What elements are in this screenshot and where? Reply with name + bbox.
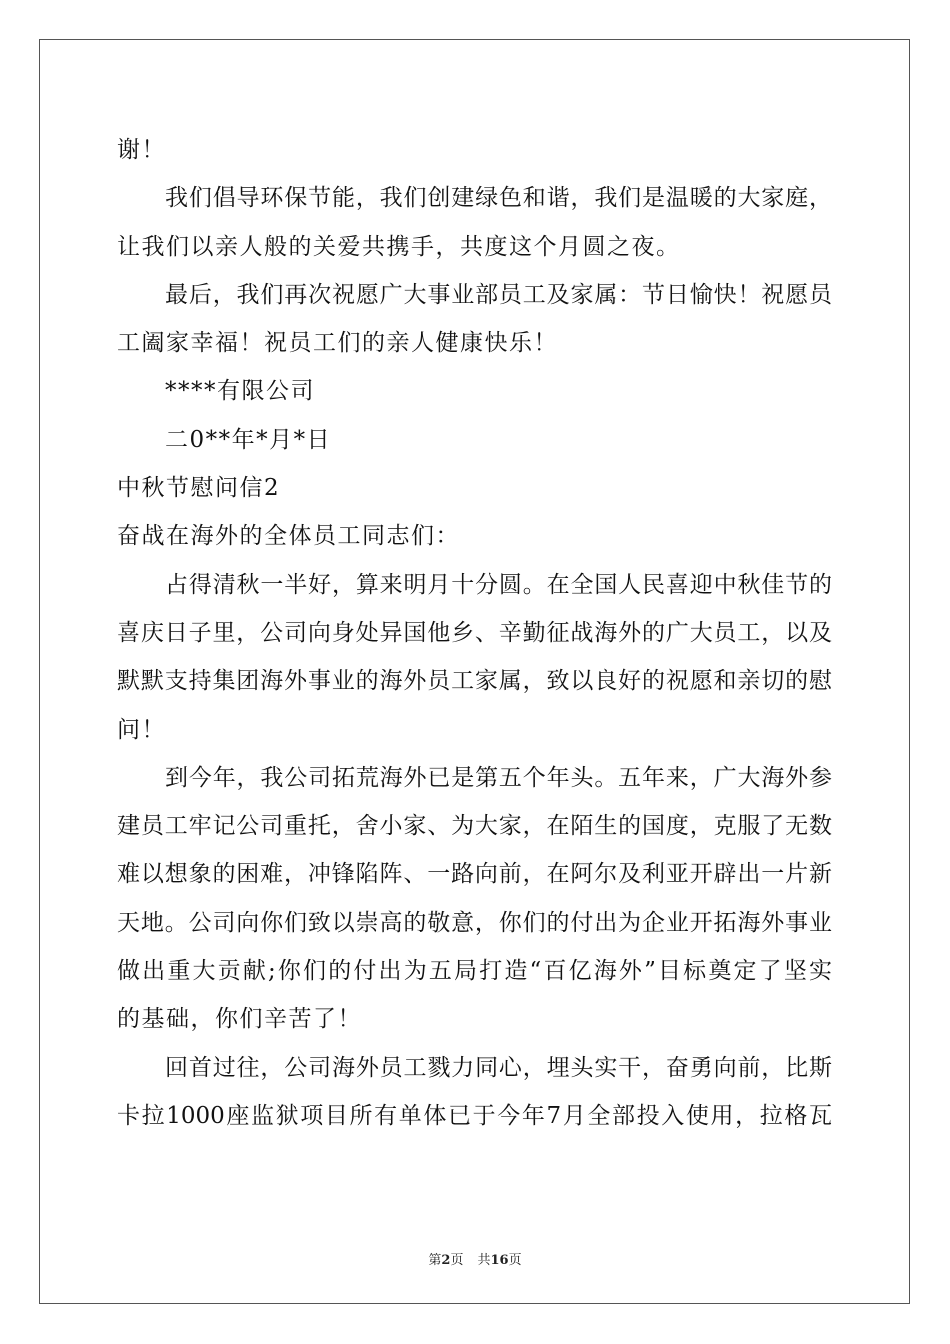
text-line: 最后，我们再次祝愿广大事业部员工及家属：节日愉快！祝愿员: [165, 281, 832, 308]
total-prefix: 共: [477, 1253, 491, 1268]
page-footer: [0, 1249, 950, 1268]
text-line: 工阖家幸福！祝员工们的亲人健康快乐！: [117, 330, 558, 357]
text-line: 的基础，你们辛苦了！: [117, 1006, 362, 1033]
text-line: 回首过往，公司海外员工戮力同心，埋头实干，奋勇向前，比斯: [165, 1054, 832, 1081]
text-line: 问！: [117, 716, 166, 743]
page-prefix: 第: [428, 1253, 442, 1268]
text-line: 难以想象的困难，冲锋陷阵、一路向前，在阿尔及利亚开辟出一片新: [117, 861, 832, 888]
page-number: 2: [441, 1253, 451, 1268]
text-line: 做出重大贡献;你们的付出为五局打造“百亿海外”目标奠定了坚实: [117, 958, 832, 985]
text-line: 占得清秋一半好，算来明月十分圆。在全国人民喜迎中秋佳节的: [165, 571, 832, 598]
text-line: 建员工牢记公司重托，舍小家、为大家，在陌生的国度，克服了无数: [117, 813, 832, 840]
signature-date: 二0**年*月*日: [165, 426, 332, 453]
total-suffix: 页: [508, 1253, 522, 1268]
total-pages: 16: [490, 1253, 509, 1268]
text-line: 默默支持集团海外事业的海外员工家属，致以良好的祝愿和亲切的慰: [117, 668, 832, 695]
section-title: 中秋节慰问信2: [117, 475, 281, 502]
text-line: 让我们以亲人般的关爱共携手，共度这个月圆之夜。: [117, 233, 681, 260]
text-line: 到今年，我公司拓荒海外已是第五个年头。五年来，广大海外参: [165, 764, 832, 791]
signature-company: ****有限公司: [165, 378, 315, 405]
salutation: 奋战在海外的全体员工同志们：: [117, 523, 460, 550]
text-line: 谢！: [117, 137, 166, 163]
text-line: 喜庆日子里，公司向身处异国他乡、辛勤征战海外的广大员工，以及: [117, 619, 832, 646]
text-line: 我们倡导环保节能，我们创建绿色和谐，我们是温暖的大家庭，: [165, 185, 832, 212]
text-line: 天地。公司向你们致以崇高的敬意，你们的付出为企业开拓海外事业: [117, 909, 832, 936]
document-body: [117, 126, 832, 1140]
text-line: 卡拉1000座监狱项目所有单体已于今年7月全部投入使用，拉格瓦: [117, 1102, 832, 1129]
page-suffix: 页: [450, 1253, 464, 1268]
